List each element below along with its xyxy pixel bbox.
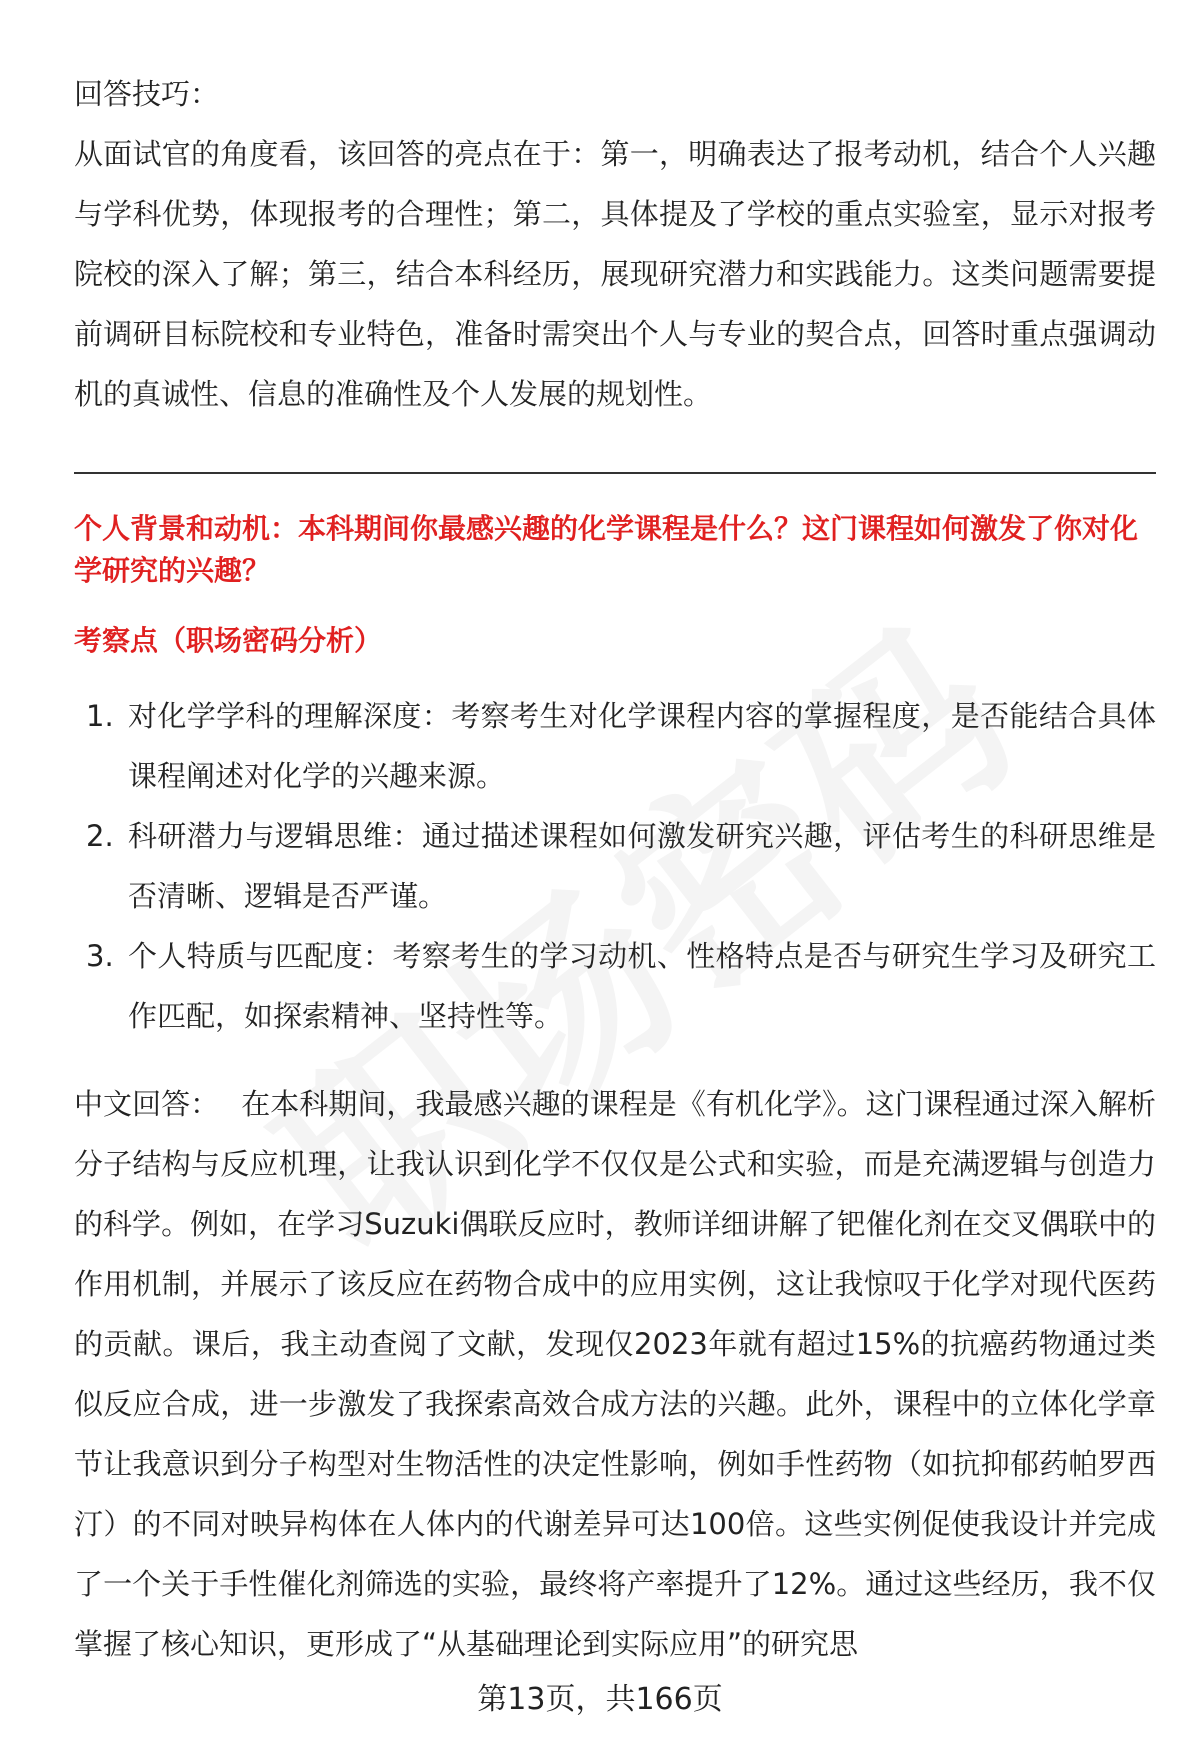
list-item-text: 科研潜力与逻辑思维：通过描述课程如何激发研究兴趣，评估考生的科研思维是否清晰、逻辑是否严谨。 [128,819,1156,913]
tips-label: 回答技巧： [74,77,220,111]
tips-text: 从面试官的角度看，该回答的亮点在于：第一，明确表达了报考动机，结合个人兴趣与学科优势，体现报考的合理性；第二，具体提及了学校的重点实验室，显示对报考院校的深入了解；第三，结合本科经历，展现研究潜力和实践能力。这类问题需要提前调研目标院校和专业特色，准备时需突出个人与专业的契合点，回答时重点强调动机的真诚性、信息的准确性及个人发展的规划性。 [74,137,1156,411]
answer-label: 中文回答： [74,1087,220,1121]
list-item-number: 1. [86,699,114,733]
list-item-text: 个人特质与匹配度：考察考生的学习动机、性格特点是否与研究生学习及研究工作匹配，如探索精神、坚持性等。 [128,939,1156,1033]
focus-heading: 考察点（职场密码分析） [74,624,383,657]
list-item-text: 对化学学科的理解深度：考察考生对化学课程内容的掌握程度，是否能结合具体课程阐述对化学的兴趣来源。 [128,699,1156,793]
list-item [74,686,1156,806]
list-item [74,806,1156,926]
page-content [74,64,1156,1674]
page-number-footer: 第13页，共166页 [477,1682,723,1717]
focus-list [74,686,1156,1046]
list-item-number: 2. [86,819,114,853]
answer-paragraph [74,1074,1156,1674]
answer-text: 在本科期间，我最感兴趣的课程是《有机化学》。这门课程通过深入解析分子结构与反应机理，让我认识到化学不仅仅是公式和实验，而是充满逻辑与创造力的科学。例如，在学习Suzuki偶联反应时，教师详细讲解了钯催化剂在交叉偶联中的作用机制，并展示了该反应在药物合成中的应用实例，这让我惊叹于化学对现代医药的贡献。课后，我主动查阅了文献，发现仅2023年就有超过15%的抗癌药物通过类似反应合成，进一步激发了我探索高效合成方法的兴趣。此外，课程中的立体化学章节让我意识到分子构型对生物活性的决定性影响，例如手性药物（如抗抑郁药帕罗西汀）的不同对映异构体在人体内的代谢差异可达100倍。这些实例促使我设计并完成了一个关于手性催化剂筛选的实验，最终将产率提升了12%。通过这些经历，我不仅掌握了核心知识，更形成了“从基础理论到实际应用”的研究思 [74,1087,1156,1661]
list-item-number: 3. [86,939,114,973]
question-heading: 个人背景和动机：本科期间你最感兴趣的化学课程是什么？这门课程如何激发了你对化学研究的兴趣？ [74,512,1139,587]
list-item [74,926,1156,1046]
section-divider [74,472,1156,474]
